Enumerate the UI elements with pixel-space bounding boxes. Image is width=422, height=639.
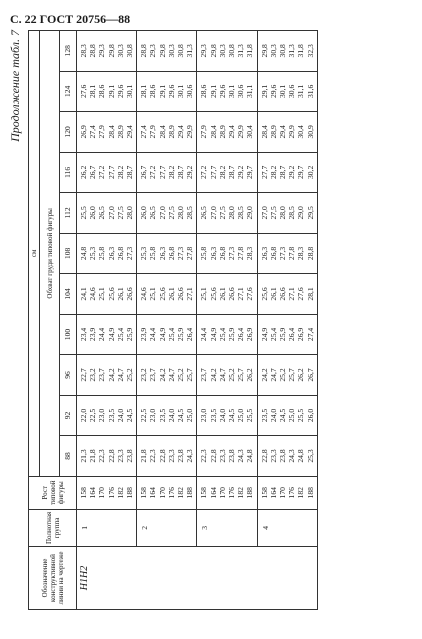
line-designation-cell: H1H2	[77, 547, 318, 610]
group-cell: 2	[137, 509, 197, 546]
value-cell: 24,2 24,7 25,2 25,7 26,2 26,7	[257, 355, 317, 396]
value-cell: 26,7 27,2 27,7 28,2 28,7 29,2	[137, 152, 197, 193]
group-cell: 3	[197, 509, 257, 546]
value-cell: 27,4 27,9 28,4 28,9 29,4 29,9	[137, 112, 197, 153]
value-cell: 26,3 26,8 27,3 27,8 28,3 28,8	[257, 233, 317, 274]
height-cell: 158 164 170 176 182 188	[137, 476, 197, 509]
col-height: Рост типовой фигуры	[29, 476, 77, 509]
table-row	[137, 31, 197, 610]
value-cell: 24,1 24,6 25,1 25,6 26,1 26,6	[77, 274, 137, 315]
value-cell: 23,9 24,4 24,9 25,4 25,9 26,4	[137, 314, 197, 355]
col-designation: Обозначение конструктивной линии на чертеже	[29, 547, 77, 610]
height-cell: 158 164 170 176 182 188	[257, 476, 317, 509]
value-cell: 27,9 28,4 28,9 29,4 29,9 30,4	[197, 112, 257, 153]
value-cell: 25,1 25,6 26,1 26,6 27,1 27,6	[197, 274, 257, 315]
value-cell: 25,5 26,0 26,5 27,0 27,5 28,0	[77, 193, 137, 234]
page-header: С. 22 ГОСТ 20756—88	[10, 12, 131, 26]
bust-size: 108	[60, 233, 77, 274]
value-cell: 26,9 27,4 27,9 28,4 28,9 29,4	[77, 112, 137, 153]
value-cell: 27,0 27,5 28,0 28,5 29,0 29,5	[257, 193, 317, 234]
value-cell: 22,0 22,5 23,0 23,5 24,0 24,5	[77, 395, 137, 436]
value-cell: 27,6 28,1 28,6 29,1 29,6 30,1	[77, 71, 137, 112]
value-cell: 22,3 22,8 23,3 23,8 24,3 24,8	[197, 436, 257, 477]
value-cell: 28,4 28,9 29,4 29,9 30,4 30,9	[257, 112, 317, 153]
value-cell: 24,6 25,1 25,6 26,1 26,6 27,1	[137, 274, 197, 315]
data-table	[28, 30, 318, 610]
rotated-table-area	[8, 30, 414, 610]
value-cell: 21,3 21,8 22,3 22,8 23,3 23,8	[77, 436, 137, 477]
value-cell: 22,5 23,0 23,5 24,0 24,5 25,0	[137, 395, 197, 436]
value-cell: 24,8 25,3 25,8 26,3 26,8 27,3	[77, 233, 137, 274]
value-cell: 25,8 26,3 26,8 27,3 27,8 28,3	[197, 233, 257, 274]
table-row	[77, 31, 137, 610]
table-row	[257, 31, 317, 610]
col-group: Полнотная группа	[29, 509, 77, 546]
bust-size: 88	[60, 436, 77, 477]
value-cell: 22,7 23,2 23,7 24,2 24,7 25,2	[77, 355, 137, 396]
value-cell: 25,6 26,1 26,6 27,1 27,6 28,1	[257, 274, 317, 315]
bust-size: 112	[60, 193, 77, 234]
value-cell: 29,1 29,6 30,1 30,6 31,1 31,6	[257, 71, 317, 112]
table-continuation-caption: Продолжение табл. 7	[8, 30, 22, 142]
bust-header: Обхват груди типовой фигуры	[40, 31, 60, 477]
height-cell: 158 164 170 176 182 188	[77, 476, 137, 509]
value-cell: 23,0 23,5 24,0 24,5 25,0 25,5	[197, 395, 257, 436]
value-cell: 28,6 29,1 29,6 30,1 30,6 31,1	[197, 71, 257, 112]
value-cell: 24,4 24,9 25,4 25,9 26,4 26,9	[197, 314, 257, 355]
height-cell: 158 164 170 176 182 188	[197, 476, 257, 509]
table-body	[77, 31, 318, 610]
bust-size: 116	[60, 152, 77, 193]
bust-size: 124	[60, 71, 77, 112]
value-cell: 23,2 23,7 24,2 24,7 25,2 25,7	[137, 355, 197, 396]
value-cell: 26,0 26,5 27,0 27,5 28,0 28,5	[137, 193, 197, 234]
value-cell: 26,5 27,0 27,5 28,0 28,5 29,0	[197, 193, 257, 234]
value-cell: 23,5 24,0 24,5 25,0 25,5 26,0	[257, 395, 317, 436]
bust-size: 96	[60, 355, 77, 396]
group-cell: 4	[257, 509, 317, 546]
value-cell: 28,8 29,3 29,8 30,3 30,8 31,3	[137, 31, 197, 72]
value-cell: 28,1 28,6 29,1 29,6 30,1 30,6	[137, 71, 197, 112]
table-row	[197, 31, 257, 610]
bust-size: 100	[60, 314, 77, 355]
bust-size: 92	[60, 395, 77, 436]
value-cell: 28,3 28,8 29,3 29,8 30,3 30,8	[77, 31, 137, 72]
unit-header: см	[29, 31, 40, 477]
value-cell: 22,8 23,3 23,8 24,3 24,8 25,3	[257, 436, 317, 477]
value-cell: 29,3 29,8 30,3 30,8 31,3 31,8	[197, 31, 257, 72]
bust-size: 128	[60, 31, 77, 72]
value-cell: 21,8 22,3 22,8 23,3 23,8 24,3	[137, 436, 197, 477]
value-cell: 26,2 26,7 27,2 27,7 28,2 28,7	[77, 152, 137, 193]
value-cell: 27,7 28,2 28,7 29,2 29,7 30,2	[257, 152, 317, 193]
bust-size: 120	[60, 112, 77, 153]
bust-size: 104	[60, 274, 77, 315]
value-cell: 24,9 25,4 25,9 26,4 26,9 27,4	[257, 314, 317, 355]
value-cell: 27,2 27,7 28,2 28,7 29,2 29,7	[197, 152, 257, 193]
value-cell: 23,4 23,9 24,4 24,9 25,4 25,9	[77, 314, 137, 355]
group-cell: 1	[77, 509, 137, 546]
value-cell: 23,7 24,2 24,7 25,2 25,7 26,2	[197, 355, 257, 396]
value-cell: 25,3 25,8 26,3 26,8 27,3 27,8	[137, 233, 197, 274]
value-cell: 29,8 30,3 30,8 31,3 31,8 32,3	[257, 31, 317, 72]
